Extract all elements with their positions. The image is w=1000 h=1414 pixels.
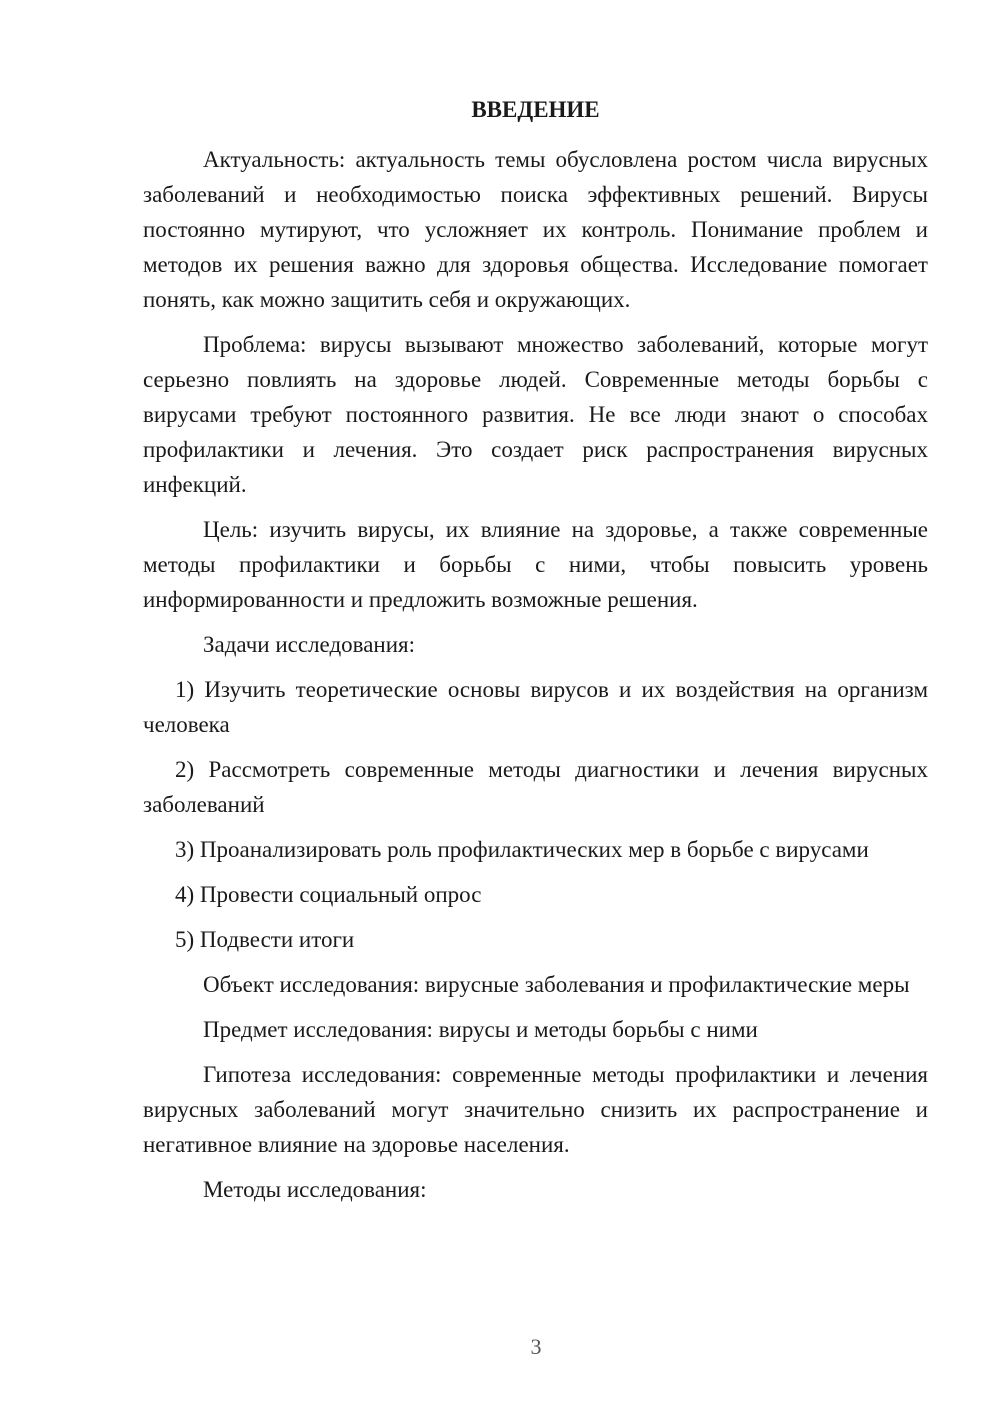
task-item-3: 3) Проанализировать роль профилактических мер в борьбе с вирусами xyxy=(175,837,869,862)
problem-paragraph: Проблема: вирусы вызывают множество заболеваний, которые могут серьезно повлиять на здоровье людей. Современные методы борьбы с вирусами требуют постоянного развития. Не все люди знают о способах профилактики и лечения. Это создает риск распространения вирусных инфекций. xyxy=(143,332,928,497)
task-item-4: 4) Провести социальный опрос xyxy=(175,882,482,907)
relevance-paragraph: Актуальность: актуальность темы обусловлена ростом числа вирусных заболеваний и необходимостью поиска эффективных решений. Вирусы постоянно мутируют, что усложняет их контроль. Понимание проблем и методов их решения важно для здоровья общества. Исследование помогает понять, как можно защитить себя и окружающих. xyxy=(143,147,928,312)
task-item-2: 2) Рассмотреть современные методы диагностики и лечения вирусных заболеваний xyxy=(143,757,928,817)
object-paragraph: Объект исследования: вирусные заболевания и профилактические меры xyxy=(203,972,910,997)
subject-paragraph: Предмет исследования: вирусы и методы борьбы с ними xyxy=(203,1017,758,1042)
hypothesis-paragraph: Гипотеза исследования: современные методы профилактики и лечения вирусных заболеваний могут значительно снизить их распространение и негативное влияние на здоровье населения. xyxy=(143,1062,928,1157)
page-title: ВВЕДЕНИЕ xyxy=(471,97,600,122)
goal-paragraph: Цель: изучить вирусы, их влияние на здоровье, а также современные методы профилактики и борьбы с ними, чтобы повысить уровень информированности и предложить возможные решения. xyxy=(143,517,928,612)
page-number: 3 xyxy=(530,1334,542,1359)
page-content xyxy=(143,95,928,1217)
task-item-5: 5) Подвести итоги xyxy=(175,927,355,952)
methods-heading: Методы исследования: xyxy=(203,1177,427,1202)
task-item-1: 1) Изучить теоретические основы вирусов и их воздействия на организм человека xyxy=(143,677,928,737)
tasks-heading: Задачи исследования: xyxy=(203,632,416,657)
